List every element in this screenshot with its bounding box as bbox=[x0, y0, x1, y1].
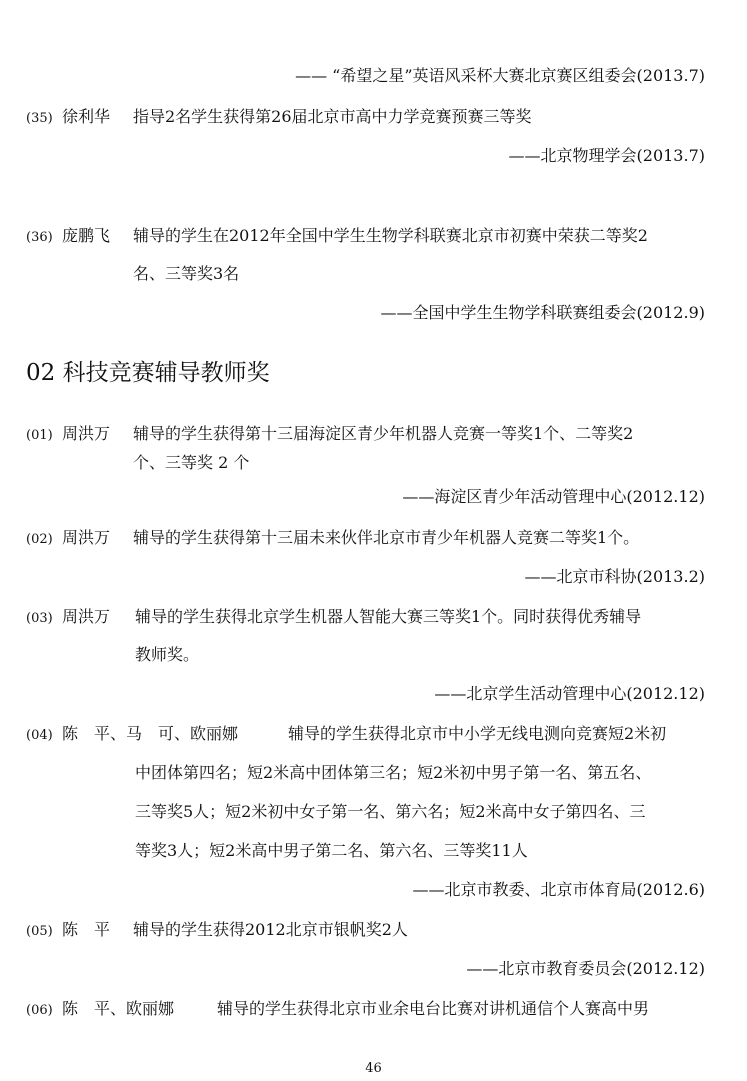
entry-teacher-name: 庞鹏飞 bbox=[62, 226, 111, 245]
entry-source: ——北京市教委、北京市体育局(2012.6) bbox=[412, 880, 705, 899]
section-heading: 02 科技竞赛辅导教师奖 bbox=[26, 360, 270, 386]
entry-teacher-name: 徐利华 bbox=[62, 107, 111, 126]
entry-description: 辅导的学生获得第十三届海淀区青少年机器人竞赛一等奖1个、二等奖2 bbox=[133, 424, 634, 443]
entry-number: (04) bbox=[26, 728, 53, 743]
entry-teacher-name: 陈 平、马 可、欧丽娜 bbox=[62, 724, 239, 743]
entry-number: (01) bbox=[26, 428, 53, 443]
page-number: 46 bbox=[365, 1061, 382, 1076]
entry-teacher-name: 周洪万 bbox=[62, 607, 111, 626]
entry-number: (03) bbox=[26, 611, 53, 626]
entry-description-continued: 名、三等奖3名 bbox=[133, 264, 240, 283]
entry-description: 辅导的学生获得北京市中小学无线电测向竞赛短2米初 bbox=[288, 724, 667, 743]
entry-description: 辅导的学生获得北京学生机器人智能大赛三等奖1个。同时获得优秀辅导 bbox=[135, 607, 642, 626]
entry-teacher-name: 周洪万 bbox=[62, 424, 111, 443]
entry-description: 辅导的学生获得2012北京市银帆奖2人 bbox=[133, 920, 408, 939]
entry-teacher-name: 周洪万 bbox=[62, 528, 111, 547]
entry-teacher-name: 陈 平 bbox=[62, 920, 111, 939]
entry-source: ——北京物理学会(2013.7) bbox=[508, 146, 705, 165]
entry-description: 指导2名学生获得第26届北京市高中力学竞赛预赛三等奖 bbox=[133, 107, 532, 126]
entry-source: ——北京学生活动管理中心(2012.12) bbox=[434, 684, 705, 703]
entry-description: 辅导的学生在2012年全国中学生生物学科联赛北京市初赛中荣获二等奖2 bbox=[133, 226, 648, 245]
entry-source: ——海淀区青少年活动管理中心(2012.12) bbox=[402, 487, 705, 506]
entry-description-continued: 中团体第四名；短2米高中团体第三名；短2米初中男子第一名、第五名、 bbox=[135, 763, 652, 782]
top-source-line: —— “希望之星”英语风采杯大赛北京赛区组委会(2013.7) bbox=[295, 66, 705, 85]
entry-number: (35) bbox=[26, 111, 53, 126]
entry-number: (36) bbox=[26, 230, 53, 245]
entry-description-continued: 个、三等奖 2 个 bbox=[133, 453, 250, 472]
entry-description-continued: 三等奖5人；短2米初中女子第一名、第六名；短2米高中女子第四名、三 bbox=[135, 802, 646, 821]
entry-number: (06) bbox=[26, 1003, 53, 1018]
entry-description: 辅导的学生获得第十三届未来伙伴北京市青少年机器人竞赛二等奖1个。 bbox=[133, 528, 640, 547]
entry-number: (02) bbox=[26, 532, 53, 547]
entry-source: ——全国中学生生物学科联赛组委会(2012.9) bbox=[380, 303, 705, 322]
entry-source: ——北京市教育委员会(2012.12) bbox=[466, 959, 705, 978]
entry-description-continued: 等奖3人；短2米高中男子第二名、第六名、三等奖11人 bbox=[135, 841, 528, 860]
entry-source: ——北京市科协(2013.2) bbox=[524, 567, 705, 586]
entry-number: (05) bbox=[26, 924, 53, 939]
entry-teacher-name: 陈 平、欧丽娜 bbox=[62, 999, 175, 1018]
entry-description: 辅导的学生获得北京市业余电台比赛对讲机通信个人赛高中男 bbox=[217, 999, 650, 1018]
entry-description-continued: 教师奖。 bbox=[135, 645, 200, 664]
